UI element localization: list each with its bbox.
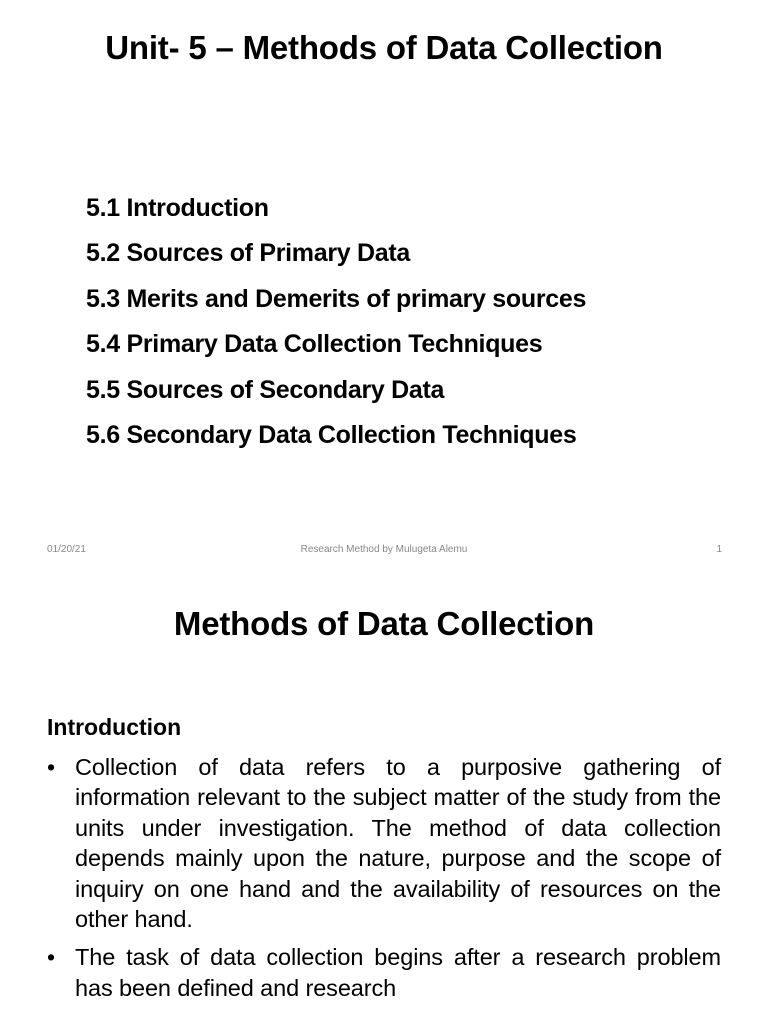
bullet-list (47, 752, 721, 1011)
footer-author: Research Method by Mulugeta Alemu (300, 544, 468, 555)
toc-item: 5.2 Sources of Primary Data (86, 239, 410, 268)
toc-item: 5.3 Merits and Demerits of primary sources (86, 284, 587, 313)
toc-item: 5.1 Introduction (86, 194, 269, 222)
toc-item: 5.4 Primary Data Collection Techniques (86, 330, 543, 359)
slide-2 (0, 574, 768, 1024)
bullet-dot-icon: • (47, 944, 55, 971)
toc-item: 5.6 Secondary Data Collection Techniques (86, 421, 577, 450)
section-heading: Introduction (47, 714, 182, 740)
toc-item: 5.5 Sources of Secondary Data (86, 375, 445, 404)
bullet-text: Collection of data refers to a purposive gathering of information relevant to the subject matter of the study from the units under investigation. The method of data collection depends mainly upon the nature, purpose and the scope of inquiry on one hand and the availability of resources on the other hand. (75, 754, 721, 933)
bullet-dot-icon: • (47, 754, 55, 780)
footer-page-number: 1 (716, 544, 722, 555)
bullet-item (47, 752, 721, 934)
bullet-text: The task of data collection begins after a research problem has been defined and research (75, 944, 721, 1001)
table-of-contents (86, 186, 586, 458)
footer-date: 01/20/21 (47, 544, 86, 555)
slide-title: Unit- 5 – Methods of Data Collection (105, 29, 663, 66)
slide-title: Methods of Data Collection (173, 605, 595, 642)
bullet-item (47, 942, 721, 1003)
